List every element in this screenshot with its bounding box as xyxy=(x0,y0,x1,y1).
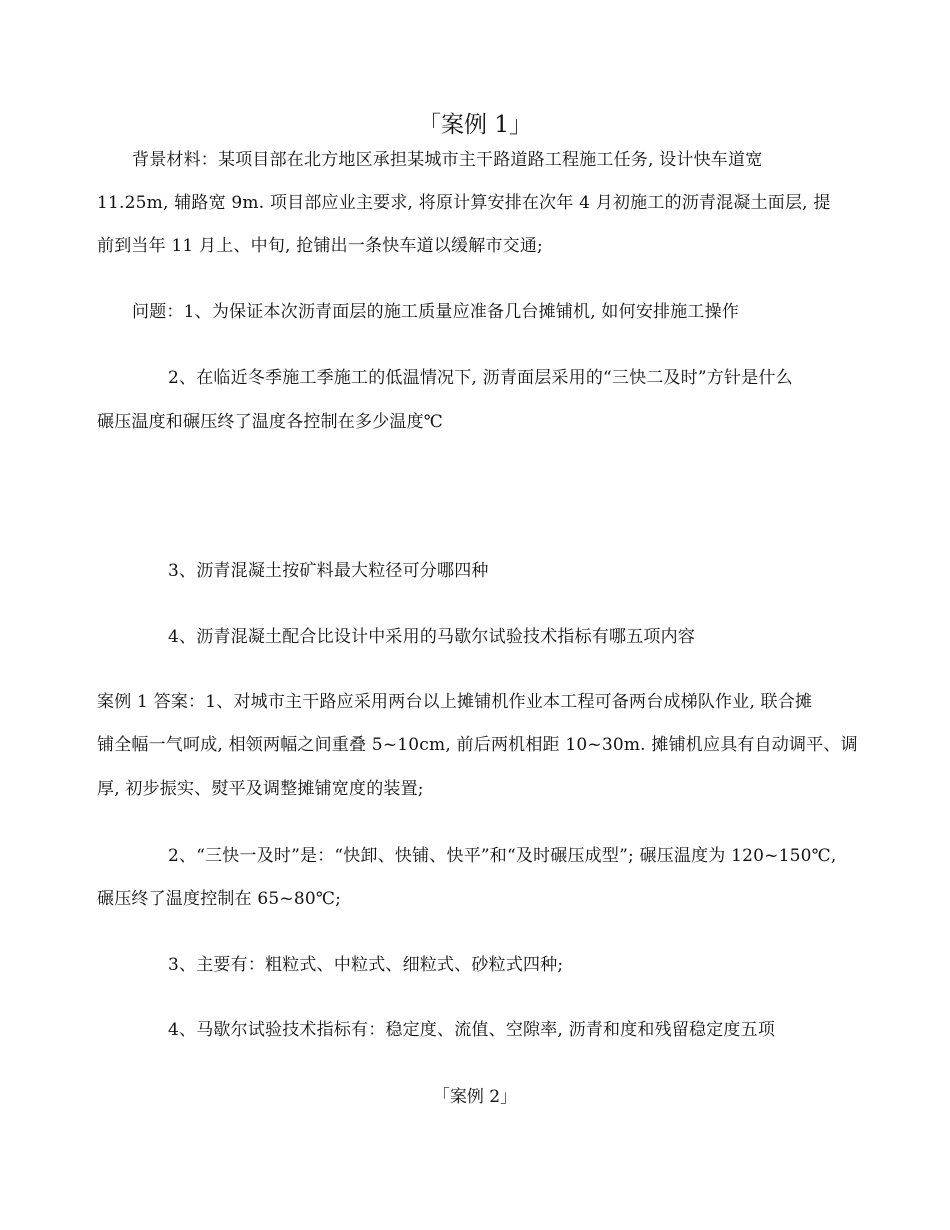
background-line-1: 背景材料：某项目部在北方地区承担某城市主干路道路工程施工任务, 设计快车道宽 xyxy=(132,150,763,170)
answer-1-line-1: 案例 1 答案：1、对城市主干路应采用两台以上摊铺机作业本工程可备两台成梯队作业, 联合摊 xyxy=(97,692,813,712)
question-2-line-1: 2、在临近冬季施工季施工的低温情况下, 沥青面层采用的“三快二及时”方针是什么 xyxy=(168,368,793,388)
question-3: 3、沥青混凝土按矿料最大粒径可分哪四种 xyxy=(168,561,489,581)
question-4: 4、沥青混凝土配合比设计中采用的马歇尔试验技术指标有哪五项内容 xyxy=(168,627,696,647)
question-2-line-2: 碾压温度和碾压终了温度各控制在多少温度℃ xyxy=(97,412,444,432)
case2-title: 「案例 2」 xyxy=(432,1087,518,1107)
question-1: 问题：1、为保证本次沥青面层的施工质量应准备几台摊铺机, 如何安排施工操作 xyxy=(132,302,740,322)
answer-3: 3、主要有：粗粒式、中粒式、细粒式、砂粒式四种; xyxy=(168,955,564,975)
answer-1-line-3: 厚, 初步振实、熨平及调整摊铺宽度的装置; xyxy=(97,779,424,799)
case1-title: 「案例 1」 xyxy=(418,112,532,138)
answer-2-line-1: 2、“三快一及时”是：“快卸、快铺、快平”和“及时碾压成型”; 碾压温度为 120~150℃, xyxy=(168,846,837,866)
answer-2-line-2: 碾压终了温度控制在 65~80℃; xyxy=(97,889,342,909)
answer-1-line-2: 铺全幅一气呵成, 相领两幅之间重叠 5~10cm, 前后两机相距 10~30m. 摊铺机应具有自动调平、调 xyxy=(97,735,858,755)
background-line-2: 11.25m, 辅路宽 9m. 项目部应业主要求, 将原计算安排在次年 4 月初施工的沥青混凝土面层, 提 xyxy=(97,193,831,213)
answer-4: 4、马歇尔试验技术指标有：稳定度、流值、空隙率, 沥青和度和残留稳定度五项 xyxy=(168,1020,776,1040)
background-line-3: 前到当年 11 月上、中旬, 抢铺出一条快车道以缓解市交通; xyxy=(97,236,543,256)
